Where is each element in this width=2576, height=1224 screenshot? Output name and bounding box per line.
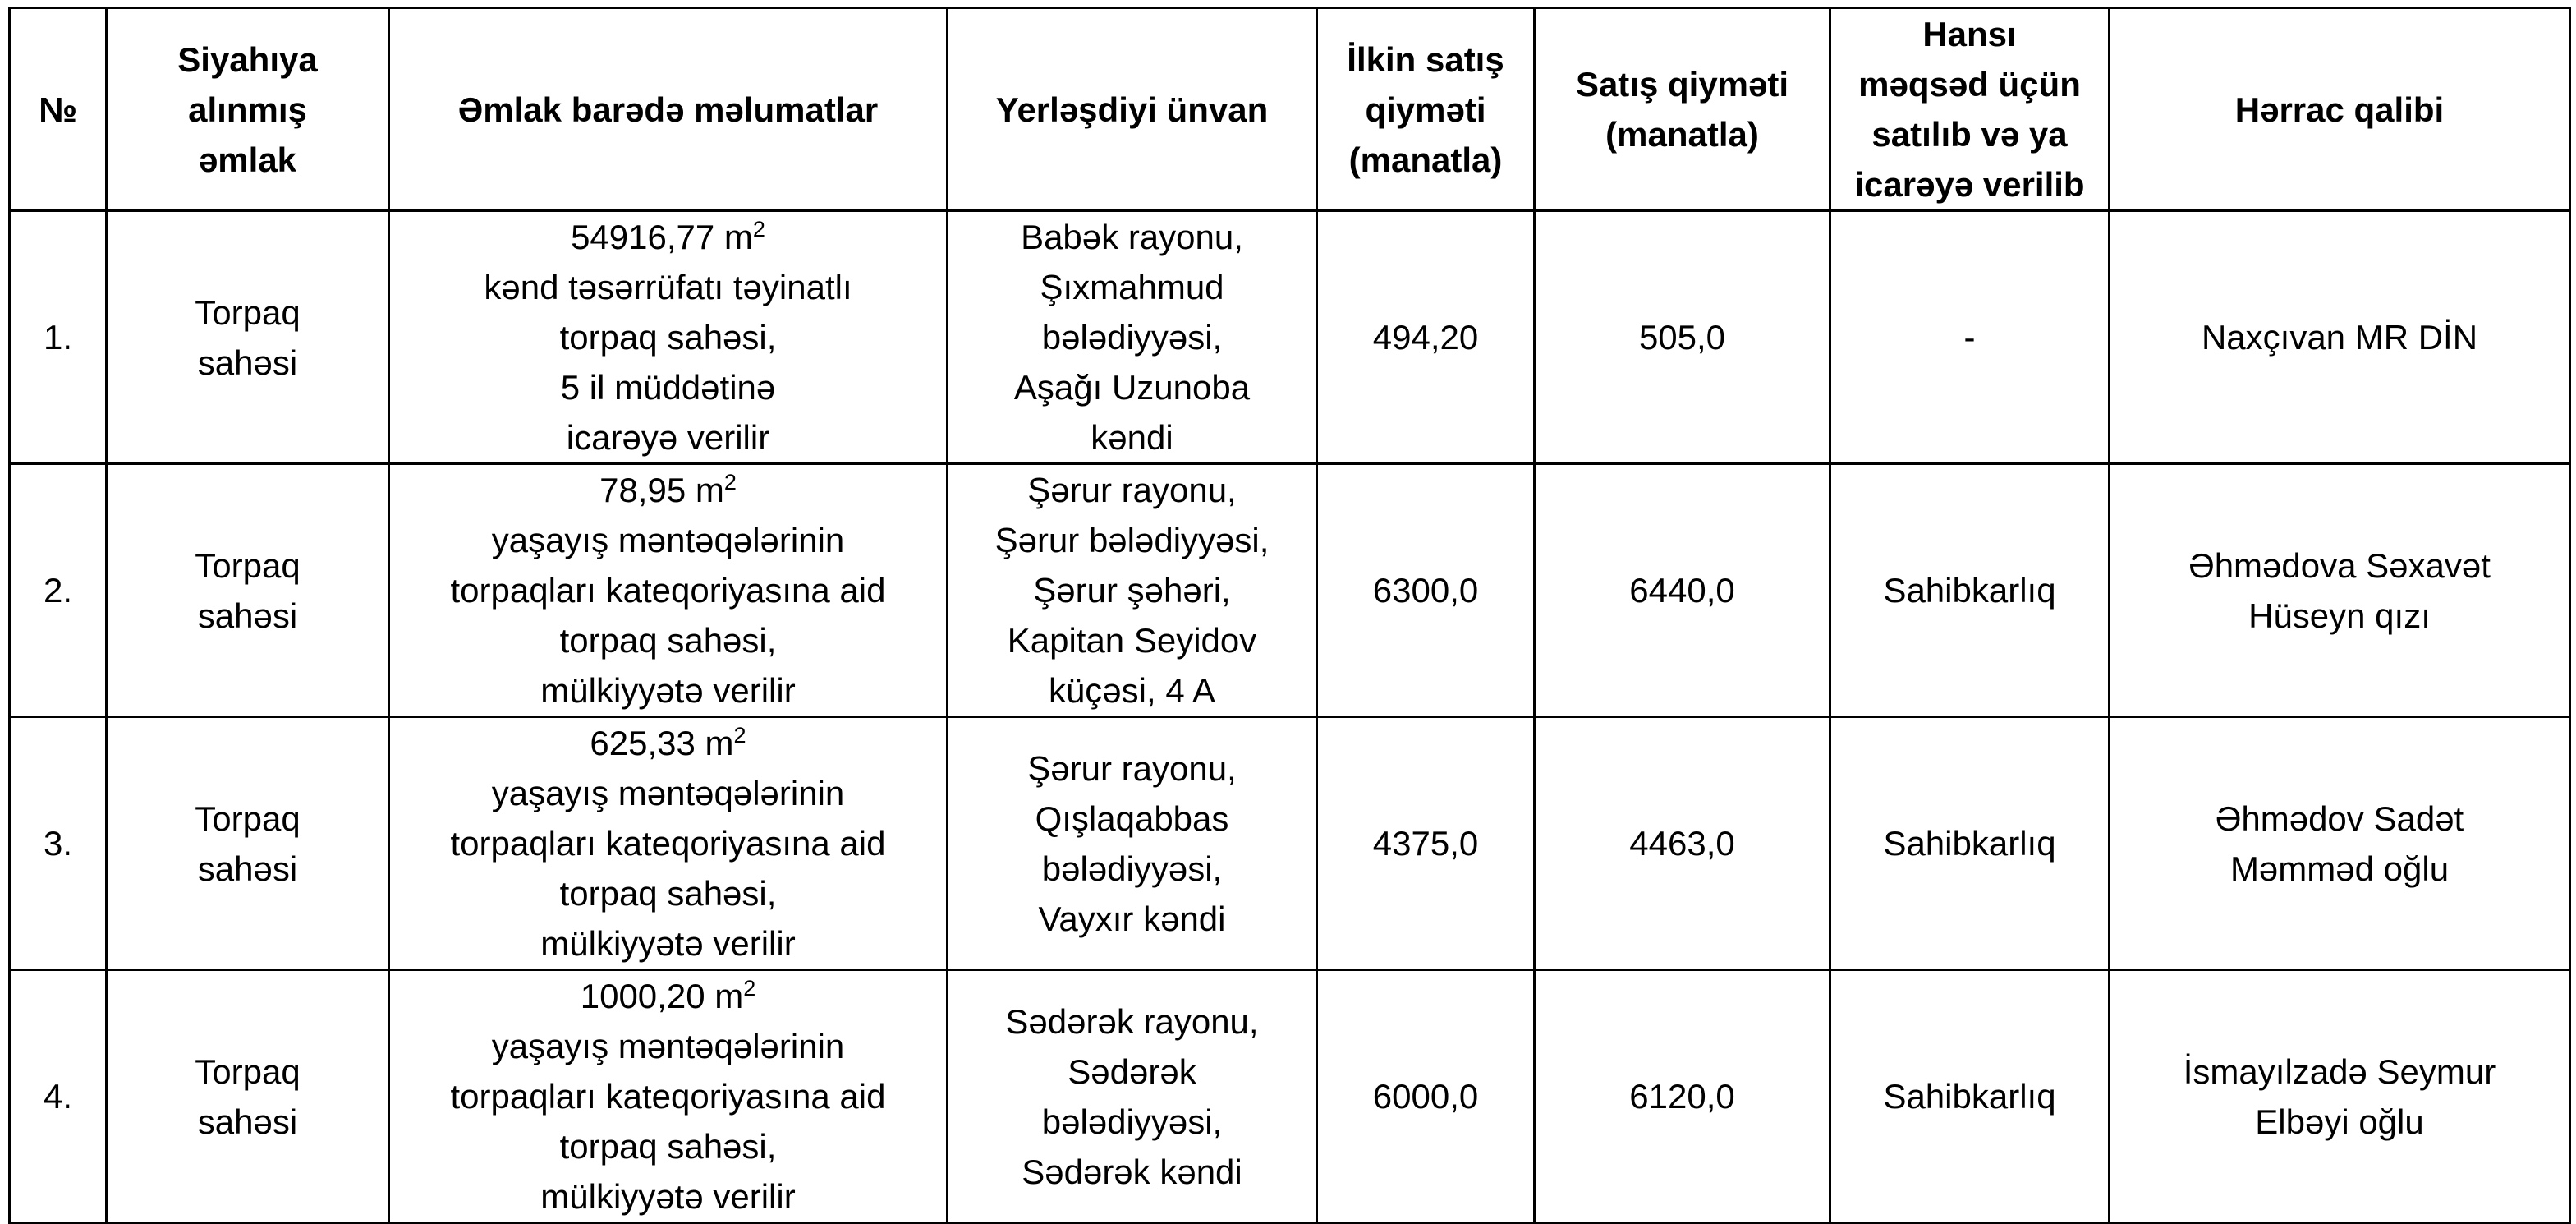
address-line: bələdiyyəsi, — [1041, 1102, 1223, 1141]
address-line: Şərur rayonu, — [1027, 471, 1237, 509]
info-line: mülkiyyətə verilir — [540, 1177, 796, 1216]
winner-line: Elbəyi oğlu — [2255, 1102, 2424, 1141]
address-line: Şıxmahmud — [1040, 268, 1224, 306]
property-cell — [107, 211, 389, 464]
header-label: Yerləşdiyi ünvan — [995, 90, 1269, 129]
info-line: torpaq sahəsi, — [559, 1127, 777, 1166]
header-label: Hansı — [1922, 15, 2017, 53]
header-label: Siyahıya — [177, 39, 318, 79]
sale-price-cell: 6440,0 — [1535, 464, 1830, 717]
property-info-cell — [389, 970, 948, 1223]
property-info-cell — [389, 464, 948, 717]
winner-line: Məmməd oğlu — [2229, 849, 2450, 888]
address-cell — [948, 211, 1317, 464]
purpose-cell: - — [1830, 211, 2110, 464]
property-line: Torpaq — [195, 545, 301, 585]
address-line: Şərur rayonu, — [1027, 748, 1237, 788]
info-line: mülkiyyətə verilir — [540, 671, 796, 710]
address-cell — [948, 717, 1317, 970]
property-cell — [107, 717, 389, 970]
header-cell — [1317, 8, 1535, 211]
sale-price-cell: 505,0 — [1535, 211, 1830, 464]
property-line: Torpaq — [195, 1051, 301, 1091]
area-number: 625,33 m — [590, 724, 734, 762]
table-header-row — [10, 8, 2570, 211]
header-label: əmlak — [198, 140, 297, 179]
winner-line: İsmayılzadə Seymur — [2183, 1051, 2496, 1091]
address-line: Vayxır kəndi — [1038, 899, 1226, 938]
address-line: kəndi — [1091, 418, 1173, 457]
table-row — [10, 211, 2570, 464]
area-value — [395, 465, 941, 515]
address-line: Şərur şəhəri, — [1033, 571, 1231, 610]
area-number: 1000,20 m — [580, 977, 744, 1015]
address-line: Qışlaqabbas — [1035, 798, 1229, 838]
header-cell — [1535, 8, 1830, 211]
info-line: torpaq sahəsi, — [559, 318, 777, 357]
area-value — [395, 212, 941, 262]
property-info-cell — [389, 211, 948, 464]
area-unit-superscript: 2 — [723, 470, 737, 495]
area-value — [395, 718, 941, 768]
header-label: (manatla) — [1605, 115, 1759, 154]
document-page — [8, 7, 2571, 1224]
winner-cell — [2110, 464, 2570, 717]
info-line: torpaqları kateqoriyasına aid — [450, 1077, 886, 1116]
address-line: Babək rayonu, — [1021, 218, 1243, 256]
header-label: qiyməti — [1365, 90, 1486, 129]
property-line: sahəsi — [197, 596, 298, 635]
info-line: torpaqları kateqoriyasına aid — [450, 571, 886, 610]
winner-line: Hüseyn qızı — [2248, 596, 2431, 635]
property-line: sahəsi — [197, 849, 298, 888]
property-line: Torpaq — [195, 292, 301, 332]
header-cell — [1830, 8, 2110, 211]
row-number-cell: 1. — [10, 211, 107, 464]
property-line: sahəsi — [197, 1102, 298, 1141]
initial-price-cell: 4375,0 — [1317, 717, 1535, 970]
info-line: yaşayış məntəqələrinin — [491, 774, 845, 812]
row-number-cell: 3. — [10, 717, 107, 970]
address-line: Sədərək — [1068, 1051, 1196, 1091]
purpose-cell: Sahibkarlıq — [1830, 464, 2110, 717]
header-label: Əmlak barədə məlumatlar — [457, 90, 879, 129]
property-cell — [107, 464, 389, 717]
address-line: bələdiyyəsi, — [1041, 318, 1223, 357]
area-unit-superscript: 2 — [733, 723, 746, 748]
winner-cell — [2110, 717, 2570, 970]
table-row — [10, 717, 2570, 970]
property-line: sahəsi — [197, 343, 298, 382]
initial-price-cell: 6000,0 — [1317, 970, 1535, 1223]
table-body — [10, 211, 2570, 1223]
info-line: mülkiyyətə verilir — [540, 924, 796, 963]
sale-price-cell: 4463,0 — [1535, 717, 1830, 970]
address-line: Sədərək kəndi — [1022, 1152, 1242, 1191]
address-line: Sədərək rayonu, — [1005, 1001, 1259, 1041]
property-line: Torpaq — [195, 798, 301, 838]
property-cell — [107, 970, 389, 1223]
header-cell — [107, 8, 389, 211]
winner-cell — [2110, 211, 2570, 464]
property-info-cell — [389, 717, 948, 970]
purpose-cell: Sahibkarlıq — [1830, 717, 2110, 970]
address-line: Aşağı Uzunoba — [1013, 368, 1251, 407]
header-label: İlkin satış — [1347, 39, 1504, 79]
header-label: Satış qiyməti — [1575, 65, 1789, 104]
address-cell — [948, 464, 1317, 717]
area-number: 54916,77 m — [571, 218, 753, 256]
row-number-cell: 4. — [10, 970, 107, 1223]
info-line: torpaq sahəsi, — [559, 621, 777, 660]
header-label: № — [39, 90, 77, 129]
area-unit-superscript: 2 — [752, 217, 765, 242]
auction-results-table — [8, 7, 2571, 1224]
header-cell — [389, 8, 948, 211]
winner-line: Əhmədova Səxavət — [2188, 545, 2491, 585]
address-line: küçəsi, 4 A — [1048, 671, 1216, 710]
info-line: yaşayış məntəqələrinin — [491, 1027, 845, 1065]
info-line: torpaqları kateqoriyasına aid — [450, 824, 886, 863]
initial-price-cell: 6300,0 — [1317, 464, 1535, 717]
area-value — [395, 971, 941, 1021]
address-line: Kapitan Seyidov — [1007, 621, 1257, 660]
info-line: kənd təsərrüfatı təyinatlı — [484, 268, 852, 306]
purpose-cell: Sahibkarlıq — [1830, 970, 2110, 1223]
header-label: icarəyə verilib — [1854, 165, 2085, 204]
info-line: yaşayış məntəqələrinin — [491, 521, 845, 559]
info-line: torpaq sahəsi, — [559, 874, 777, 913]
header-label: məqsəd üçün — [1858, 65, 2081, 104]
winner-line: Naxçıvan MR DİN — [2201, 318, 2478, 357]
header-cell — [948, 8, 1317, 211]
info-line: icarəyə verilir — [566, 418, 770, 457]
header-cell — [2110, 8, 2570, 211]
winner-line: Əhmədov Sadət — [2215, 798, 2464, 838]
table-row — [10, 970, 2570, 1223]
row-number-cell: 2. — [10, 464, 107, 717]
header-label: (manatla) — [1348, 140, 1503, 179]
header-label: satılıb və ya — [1871, 115, 2068, 154]
area-unit-superscript: 2 — [743, 976, 756, 1001]
info-line: 5 il müddətinə — [560, 368, 776, 407]
header-cell — [10, 8, 107, 211]
sale-price-cell: 6120,0 — [1535, 970, 1830, 1223]
area-number: 78,95 m — [599, 471, 724, 509]
header-label: alınmış — [188, 90, 307, 129]
initial-price-cell: 494,20 — [1317, 211, 1535, 464]
address-cell — [948, 970, 1317, 1223]
address-line: bələdiyyəsi, — [1041, 849, 1223, 888]
address-line: Şərur bələdiyyəsi, — [994, 521, 1270, 559]
winner-cell — [2110, 970, 2570, 1223]
table-row — [10, 464, 2570, 717]
header-label: Hərrac qalibi — [2234, 90, 2445, 129]
